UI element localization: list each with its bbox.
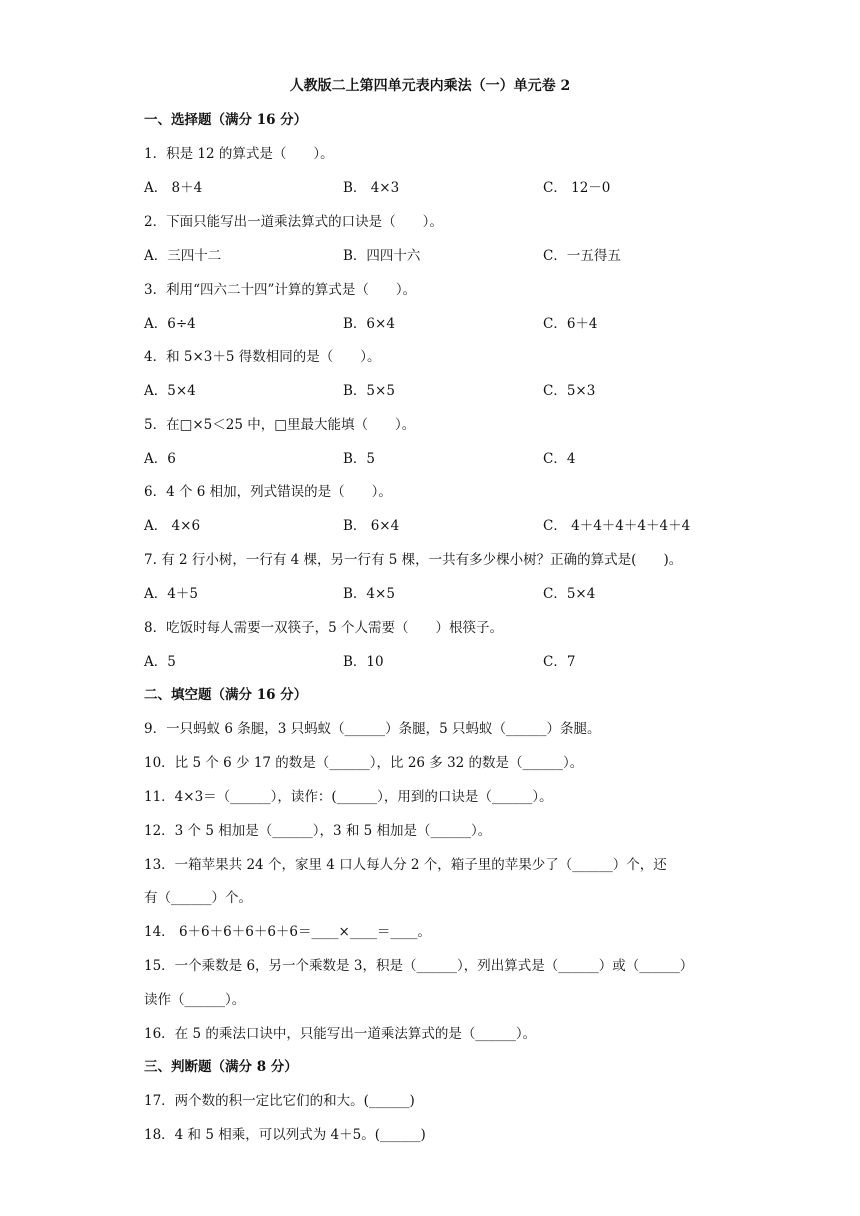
q1-option-c: C． 12－0 (543, 180, 611, 196)
q2-option-a: A．三四十二 (144, 248, 222, 264)
q6-option-a: A． 4×6 (144, 518, 201, 534)
q5-option-a: A．6 (144, 451, 176, 467)
question-7: 7. 有 2 行小树，一行有 4 棵，另一行有 5 棵，一共有多少棵小树？正确的算式是( )。 (144, 552, 683, 568)
q6-option-b: B． 6×4 (343, 518, 400, 534)
question-10: 10．比 5 个 6 少 17 的数是（______），比 26 多 32 的数是（______）。 (144, 755, 584, 771)
question-13-line-1: 13．一箱苹果共 24 个，家里 4 口人每人分 2 个，箱子里的苹果少了（______）个，还 (144, 857, 667, 873)
q3-option-a: A．6÷4 (144, 316, 196, 332)
q6-option-c: C． 4＋4＋4＋4＋4＋4 (543, 518, 691, 534)
q8-option-b: B．10 (343, 654, 384, 670)
q8-option-c: C．7 (543, 654, 576, 670)
section-judgement: 三、判断题（满分 8 分） (144, 1059, 298, 1075)
section-fill-blank: 二、填空题（满分 16 分） (144, 687, 308, 703)
question-5: 5．在□×5＜25 中，□里最大能填（ ）。 (144, 417, 416, 433)
q2-option-b: B．四四十六 (343, 248, 421, 264)
question-12: 12．3 个 5 相加是（______），3 和 5 相加是（______）。 (144, 823, 492, 839)
q4-option-b: B．5×5 (343, 383, 395, 399)
q4-option-c: C．5×3 (543, 383, 596, 399)
q2-option-c: C．一五得五 (543, 248, 621, 264)
question-17: 17．两个数的积一定比它们的和大。(______) (144, 1093, 415, 1109)
q4-option-a: A．5×4 (144, 383, 196, 399)
q8-option-a: A．5 (144, 654, 176, 670)
question-6: 6．4 个 6 相加，列式错误的是（ ）。 (144, 484, 392, 500)
question-11: 11．4×3＝（______），读作：(______），用到的口诀是（______）。 (144, 789, 553, 805)
question-9: 9．一只蚂蚁 6 条腿，3 只蚂蚁（______）条腿，5 只蚂蚁（______）条腿。 (144, 721, 601, 737)
q3-option-c: C．6＋4 (543, 316, 598, 332)
question-4: 4．和 5×3＋5 得数相同的是（ ）。 (144, 349, 381, 365)
q7-option-b: B．4×5 (343, 586, 395, 602)
question-13-line-2: 有（______）个。 (144, 890, 252, 906)
q1-option-b: B． 4×3 (343, 180, 400, 196)
q5-option-c: C．4 (543, 451, 576, 467)
question-8: 8．吃饭时每人需要一双筷子，5 个人需要（ ）根筷子。 (144, 620, 503, 636)
question-18: 18．4 和 5 相乘，可以列式为 4＋5。(______) (144, 1127, 426, 1143)
question-1: 1．积是 12 的算式是（ ）。 (144, 146, 334, 162)
q1-option-a: A． 8＋4 (144, 180, 203, 196)
question-2: 2．下面只能写出一道乘法算式的口诀是（ ）。 (144, 214, 443, 230)
q7-option-a: A．4＋5 (144, 586, 198, 602)
question-14: 14． 6＋6＋6＋6＋6＋6＝____×____＝____。 (144, 924, 431, 940)
q3-option-b: B．6×4 (343, 316, 395, 332)
q5-option-b: B．5 (343, 451, 376, 467)
question-15-line-2: 读作（______）。 (144, 992, 246, 1008)
q7-option-c: C．5×4 (543, 586, 596, 602)
question-15-line-1: 15．一个乘数是 6，另一个乘数是 3，积是（______），列出算式是（______）或（______） (144, 958, 694, 974)
section-choice: 一、选择题（满分 16 分） (144, 112, 308, 128)
question-16: 16．在 5 的乘法口诀中，只能写出一道乘法算式的是（______）。 (144, 1026, 537, 1042)
question-3: 3．利用“四六二十四”计算的算式是（ ）。 (144, 282, 417, 298)
page-title: 人教版二上第四单元表内乘法（一）单元卷 2 (289, 78, 571, 94)
